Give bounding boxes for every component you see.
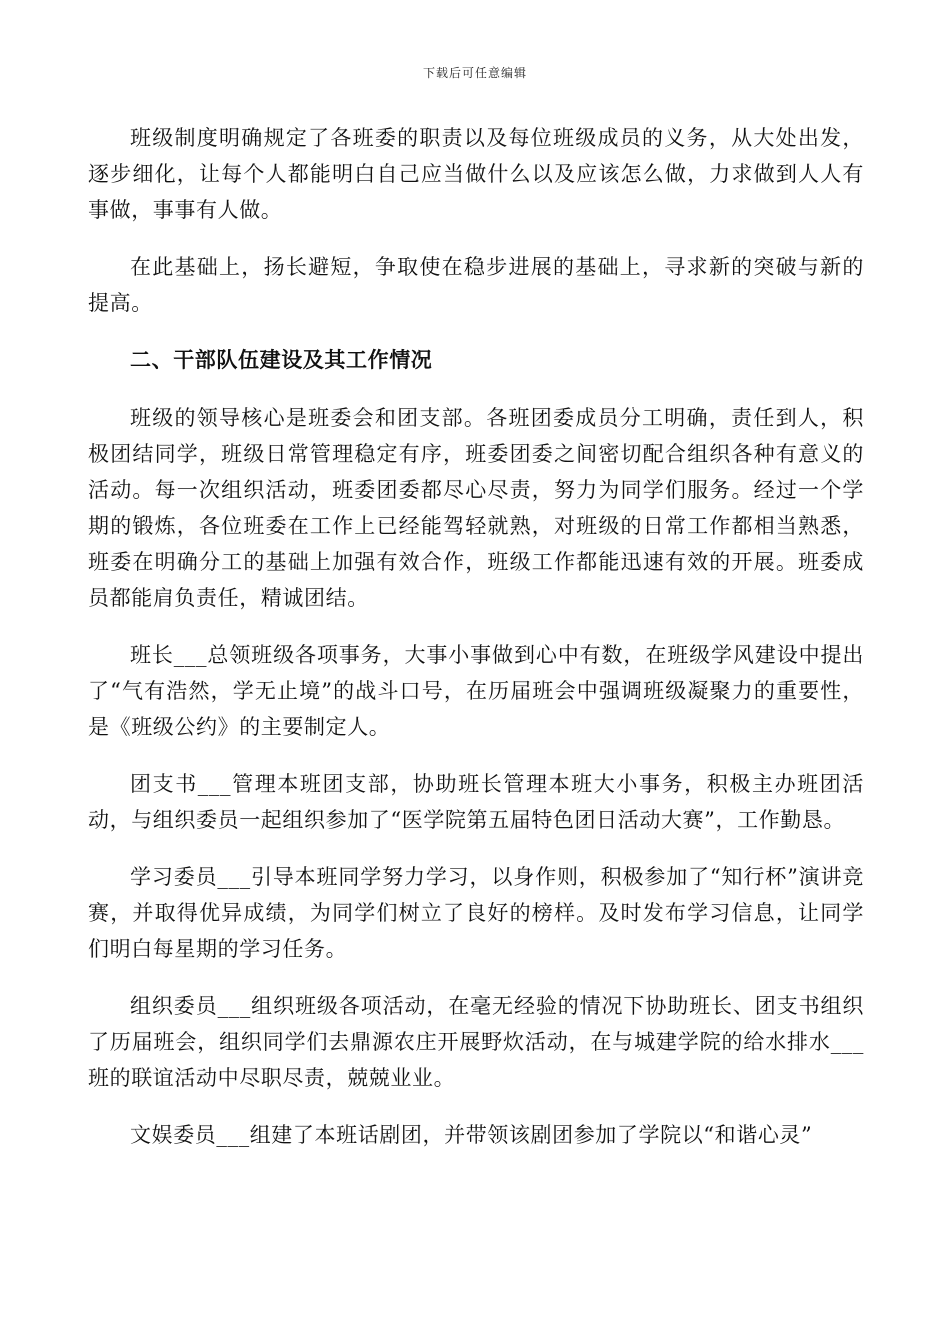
page-header: 下载后可任意编辑 [422, 66, 527, 80]
paragraph-class-rules: 班级制度明确规定了各班委的职责以及每位班级成员的义务，从大处出发，逐步细化，让每个人都能明白自己应当做什么以及应该怎么做，力求做到人人有事做，事事有人做。 [88, 126, 864, 222]
paragraph-league-secretary: 团支书___管理本班团支部，协助班长管理本班大小事务，积极主办班团活动，与组织委员一起组织参加了“医学院第五届特色团日活动大赛”，工作勤恳。 [88, 772, 864, 832]
paragraph-study-committee: 学习委员___引导本班同学努力学习，以身作则，积极参加了“知行杯”演讲竞赛，并取得优异成绩，为同学们树立了良好的榜样。及时发布学习信息，让同学们明白每星期的学习任务。 [88, 865, 864, 961]
paragraph-entertainment-committee: 文娱委员___组建了本班话剧团，并带领该剧团参加了学院以“和谐心灵” [130, 1123, 813, 1147]
paragraph-leadership-core: 班级的领导核心是班委会和团支部。各班团委成员分工明确，责任到人，积极团结同学，班级日常管理稳定有序，班委团委之间密切配合组织各种有意义的活动。每一次组织活动，班委团委都尽心尽责，努力为同学们服务。经过一个学期的锻炼，各位班委在工作上已经能驾轻就熟，对班级的日常工作都相当熟悉，班委在明确分工的基础上加强有效合作，班级工作都能迅速有效的开展。班委成员都能肩负责任，精诚团结。 [88, 406, 864, 610]
paragraph-monitor: 班长___总领班级各项事务，大事小事做到心中有数，在班级学风建设中提出了“气有浩然，学无止境”的战斗口号，在历届班会中强调班级凝聚力的重要性，是《班级公约》的主要制定人。 [88, 643, 864, 739]
section-heading-cadre: 二、干部队伍建设及其工作情况 [130, 348, 433, 372]
document-body [88, 120, 864, 1174]
paragraph-organization-committee: 组织委员___组织班级各项活动，在毫无经验的情况下协助班长、团支书组织了历届班会，组织同学们去鼎源农庄开展野炊活动，在与城建学院的给水排水___班的联谊活动中尽职尽责，兢兢业业。 [88, 994, 864, 1090]
paragraph-foundation: 在此基础上，扬长避短，争取使在稳步进展的基础上，寻求新的突破与新的提高。 [88, 255, 864, 315]
